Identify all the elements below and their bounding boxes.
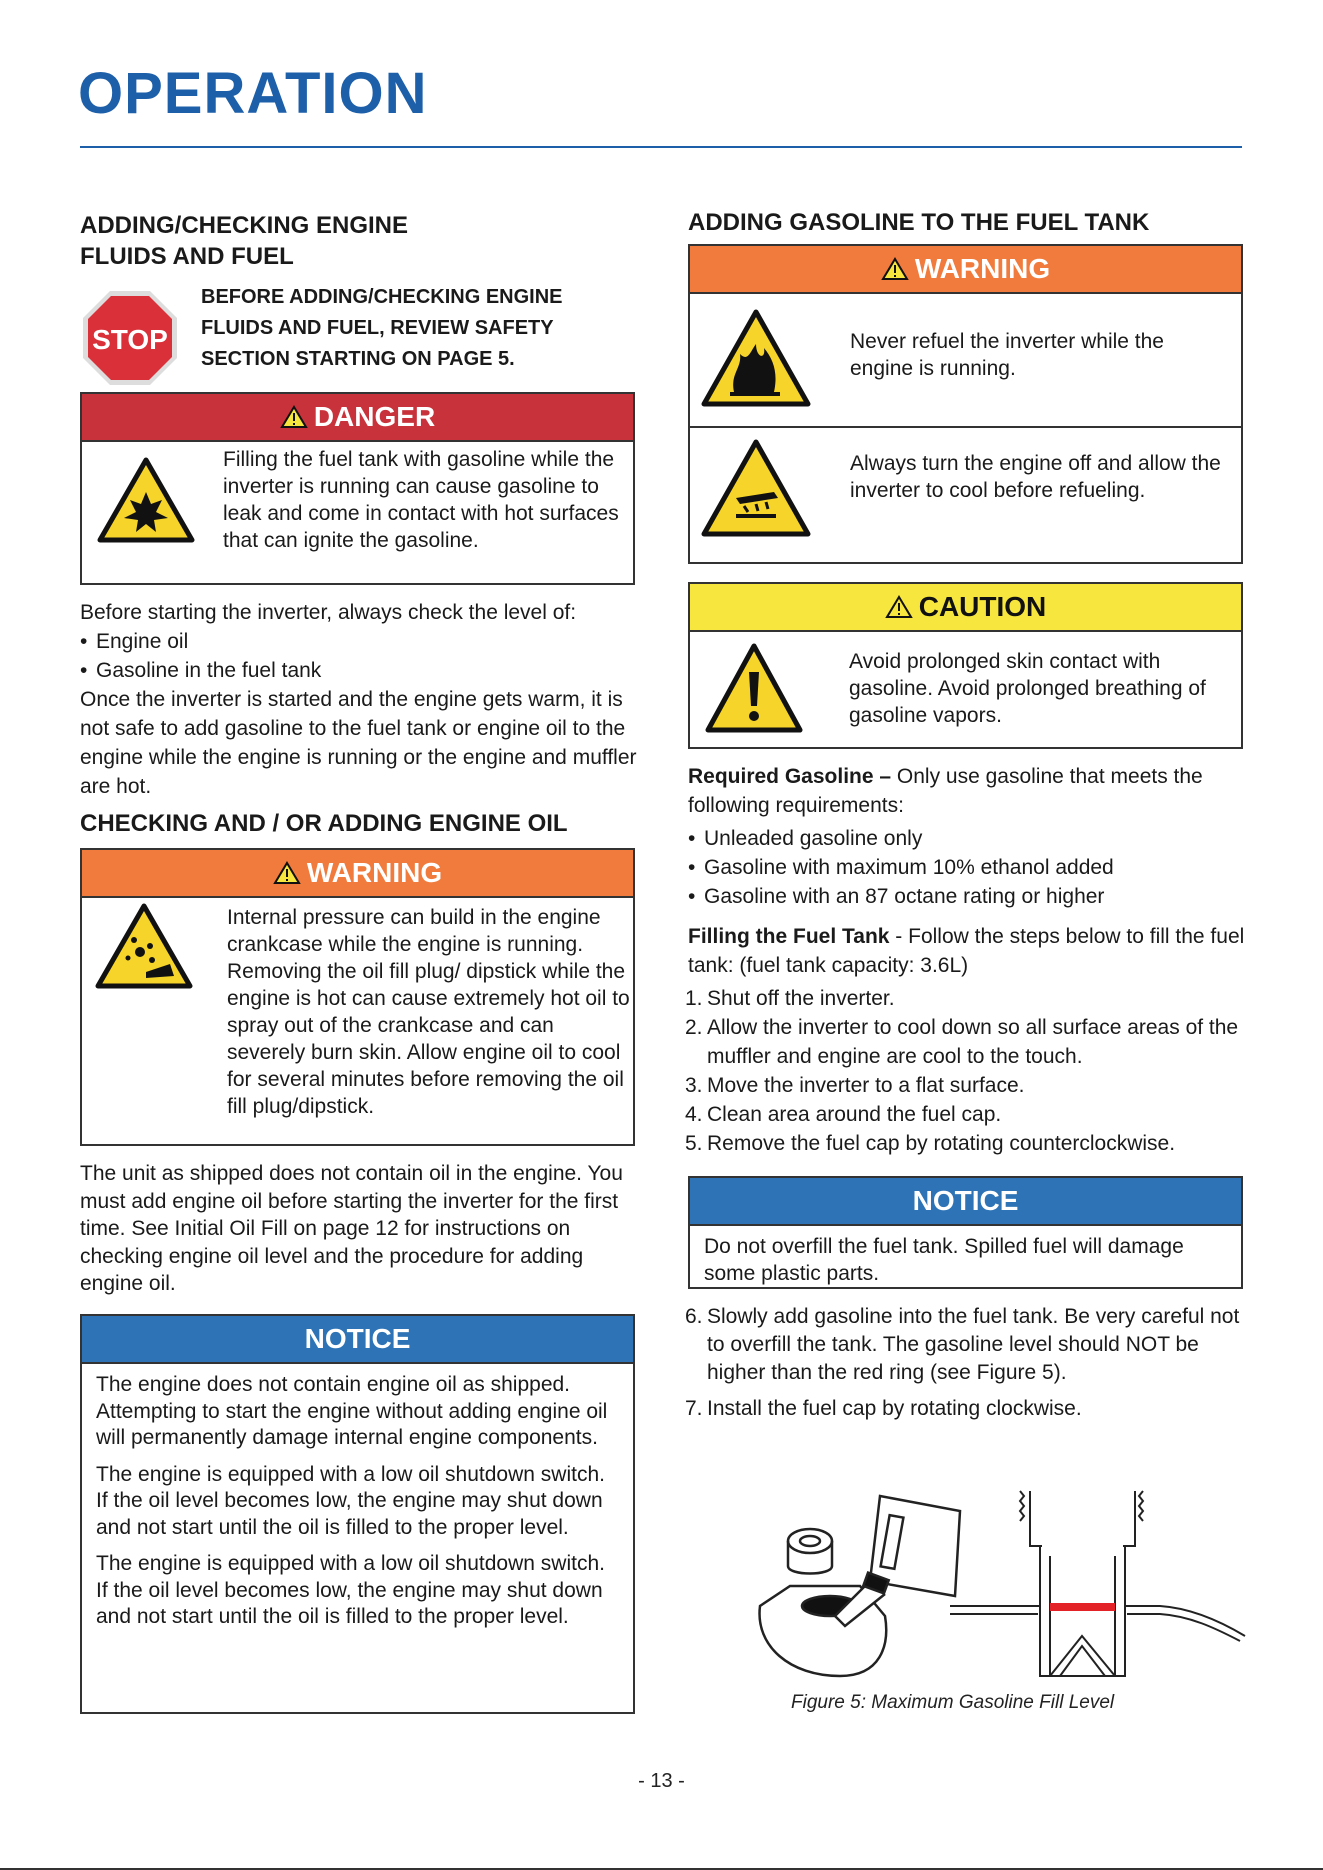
list-item: • Unleaded gasoline only xyxy=(688,827,923,850)
check-outro: Once the inverter is started and the engine gets warm, it is not safe to add gasoline to the fuel tank or engine oil to the engine while the engine is running or the engine and muffler are hot. xyxy=(80,688,637,798)
stop-note xyxy=(201,282,563,375)
section-title-line1: ADDING/CHECKING ENGINE xyxy=(80,212,409,239)
notice-box-fuel xyxy=(688,1176,1243,1289)
figure-caption: Figure 5: Maximum Gasoline Fill Level xyxy=(791,1692,1115,1713)
notice-header: NOTICE xyxy=(82,1316,633,1364)
warning-row-2 xyxy=(690,428,1241,562)
warning-row-1 xyxy=(690,294,1241,428)
exclamation-hazard-icon xyxy=(704,642,804,734)
danger-header xyxy=(82,394,633,442)
stop-note-line3: SECTION STARTING ON PAGE 5. xyxy=(201,348,515,370)
page-number: - 13 - xyxy=(638,1770,685,1792)
notice-paragraph: The engine is equipped with a low oil shutdown switch. If the oil level becomes low, the engine may shut down and not start until the oil is filled to the proper level. xyxy=(96,1462,605,1539)
list-item: • Gasoline with maximum 10% ethanol added xyxy=(688,856,1114,879)
required-text: Only use gasoline that meets the following requirements: xyxy=(688,765,1203,817)
section-title-line2: FLUIDS AND FUEL xyxy=(80,243,294,270)
caution-header xyxy=(690,584,1241,632)
corrosive-hazard-icon xyxy=(700,438,812,538)
step-item: 1. Shut off the inverter. xyxy=(685,987,895,1010)
step-item: 2. Allow the inverter to cool down so all surface areas of the muffler and engine are cool to the touch. xyxy=(685,1016,1239,1068)
caution-label: CAUTION xyxy=(918,591,1047,622)
stop-note-line1: BEFORE ADDING/CHECKING ENGINE xyxy=(201,286,563,308)
section-title-gasoline: ADDING GASOLINE TO THE FUEL TANK xyxy=(688,209,1150,236)
warning-header xyxy=(690,246,1241,294)
section-title-oil: CHECKING AND / OR ADDING ENGINE OIL xyxy=(80,810,568,837)
list-item: • Gasoline in the fuel tank xyxy=(80,659,322,682)
filling-instructions xyxy=(688,922,1248,980)
stop-sign-icon xyxy=(80,288,180,388)
warning-header xyxy=(82,850,633,898)
required-gasoline xyxy=(688,762,1248,820)
danger-label: DANGER xyxy=(313,401,436,432)
warning-box-fuel xyxy=(688,244,1243,564)
step-item: 4. Clean area around the fuel cap. xyxy=(685,1103,1002,1126)
gasoline-requirements-list xyxy=(688,824,1248,911)
warning-row2-text: Always turn the engine off and allow the inverter to cool before refueling. xyxy=(850,452,1221,502)
alert-triangle-icon xyxy=(881,257,909,281)
list-item: • Gasoline with an 87 octane rating or higher xyxy=(688,885,1105,908)
fuel-fill-figure xyxy=(750,1486,1250,1686)
alert-triangle-icon xyxy=(885,595,913,619)
title-divider xyxy=(80,146,1242,148)
check-list xyxy=(80,627,640,685)
step-item: 5. Remove the fuel cap by rotating counterclockwise. xyxy=(685,1132,1176,1155)
notice-header: NOTICE xyxy=(690,1178,1241,1226)
caution-box xyxy=(688,582,1243,749)
danger-text: Filling the fuel tank with gasoline while the inverter is running can cause gasoline to leak and come in contact with hot surfaces that can ignite the gasoline. xyxy=(223,448,619,552)
red-ring-max-level xyxy=(1050,1603,1115,1611)
fill-steps xyxy=(685,984,1285,1158)
fill-lead: Filling the Fuel Tank xyxy=(688,925,890,948)
fill-text: - Follow the steps below to fill the fuel tank: (fuel tank capacity: 3.6L) xyxy=(688,925,1245,977)
warning-label: WARNING xyxy=(306,857,443,888)
warning-row1-text: Never refuel the inverter while the engine is running. xyxy=(850,330,1164,380)
stop-note-line2: FLUIDS AND FUEL, REVIEW SAFETY xyxy=(201,317,554,339)
explosion-hazard-icon xyxy=(96,456,196,544)
warning-box-oil xyxy=(80,848,635,1146)
warning-text: Internal pressure can build in the engine crankcase while the engine is running. Removing the oil fill plug/ dipstick while the engine is hot can cause extremely hot oil to spray out of the crankcase and can severely burn skin. Allow engine oil to cool for several minutes before removing the oil fill plug/dipstick. xyxy=(227,906,630,1118)
check-block xyxy=(80,598,640,801)
gas-can-illustration xyxy=(760,1496,960,1676)
stop-sign-text: STOP xyxy=(92,324,168,355)
required-lead: Required Gasoline – xyxy=(688,765,892,788)
notice-body xyxy=(82,1364,633,1649)
check-intro: Before starting the inverter, always check the level of: xyxy=(80,601,577,624)
tank-cross-section xyxy=(950,1491,1245,1676)
danger-box xyxy=(80,392,635,585)
notice-paragraph: The engine does not contain engine oil as shipped. Attempting to start the engine without adding engine oil will permanently damage internal engine components. xyxy=(96,1373,608,1449)
step-item: 7. Install the fuel cap by rotating clockwise. xyxy=(685,1397,1082,1420)
notice-box-oil xyxy=(80,1314,635,1714)
step-item: 3. Move the inverter to a flat surface. xyxy=(685,1074,1025,1097)
oil-paragraph: The unit as shipped does not contain oil in the engine. You must add engine oil before starting the inverter for the first time. See Initial Oil Fill on page 12 for instructions on checking engine oil level and the procedure for adding engine oil. xyxy=(80,1162,623,1295)
section-title-fluids xyxy=(80,210,408,272)
fill-steps-continued xyxy=(685,1303,1245,1423)
pressure-spray-hazard-icon xyxy=(94,902,194,990)
caution-text: Avoid prolonged skin contact with gasoline. Avoid prolonged breathing of gasoline vapors. xyxy=(849,650,1206,727)
notice-paragraph: The engine is equipped with a low oil shutdown switch. If the oil level becomes low, the engine may shut down and not start until the oil is filled to the proper level. xyxy=(96,1552,605,1628)
list-item: • Engine oil xyxy=(80,630,189,653)
alert-triangle-icon xyxy=(273,861,301,885)
alert-triangle-icon xyxy=(280,405,308,429)
page-title: OPERATION xyxy=(78,61,428,126)
flammable-hazard-icon xyxy=(700,308,812,408)
warning-label: WARNING xyxy=(914,253,1051,284)
notice-text: Do not overfill the fuel tank. Spilled fuel will damage some plastic parts. xyxy=(704,1235,1184,1285)
step-item: 6. Slowly add gasoline into the fuel tank. Be very careful not to overfill the tank. The gasoline level should NOT be higher than the red ring (see Figure 5). xyxy=(685,1305,1240,1384)
